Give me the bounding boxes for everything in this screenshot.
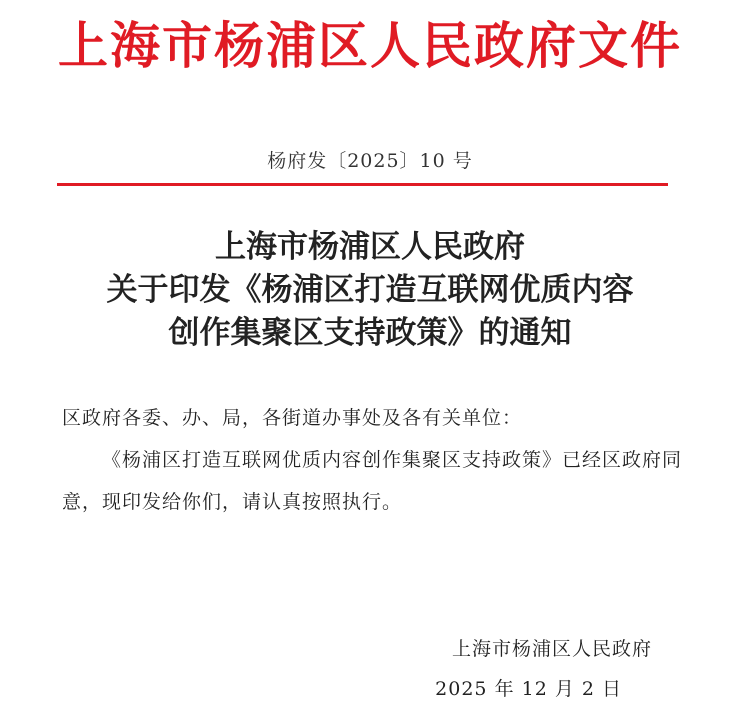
body-paragraph-text: 《杨浦区打造互联网优质内容创作集聚区支持政策》已经区政府同意，现印发给你们，请认真按照执行。 bbox=[62, 449, 683, 513]
header-divider-line bbox=[57, 183, 668, 186]
notice-title bbox=[0, 226, 740, 355]
salutation: 区政府各委、办、局，各街道办事处及各有关单位： bbox=[62, 407, 523, 429]
notice-title-line-1: 上海市杨浦区人民政府 bbox=[215, 229, 525, 265]
document-number: 杨府发〔2025〕10 号 bbox=[267, 150, 473, 172]
body-paragraph bbox=[62, 439, 682, 523]
notice-title-line-3: 创作集聚区支持政策》的通知 bbox=[168, 315, 572, 351]
notice-title-line-2: 关于印发《杨浦区打造互联网优质内容 bbox=[106, 272, 634, 308]
signature-organization: 上海市杨浦区人民政府 bbox=[451, 638, 652, 660]
document-header-title: 上海市杨浦区人民政府文件 bbox=[58, 16, 682, 75]
signature-date: 2025 年 12 月 2 日 bbox=[435, 678, 622, 700]
